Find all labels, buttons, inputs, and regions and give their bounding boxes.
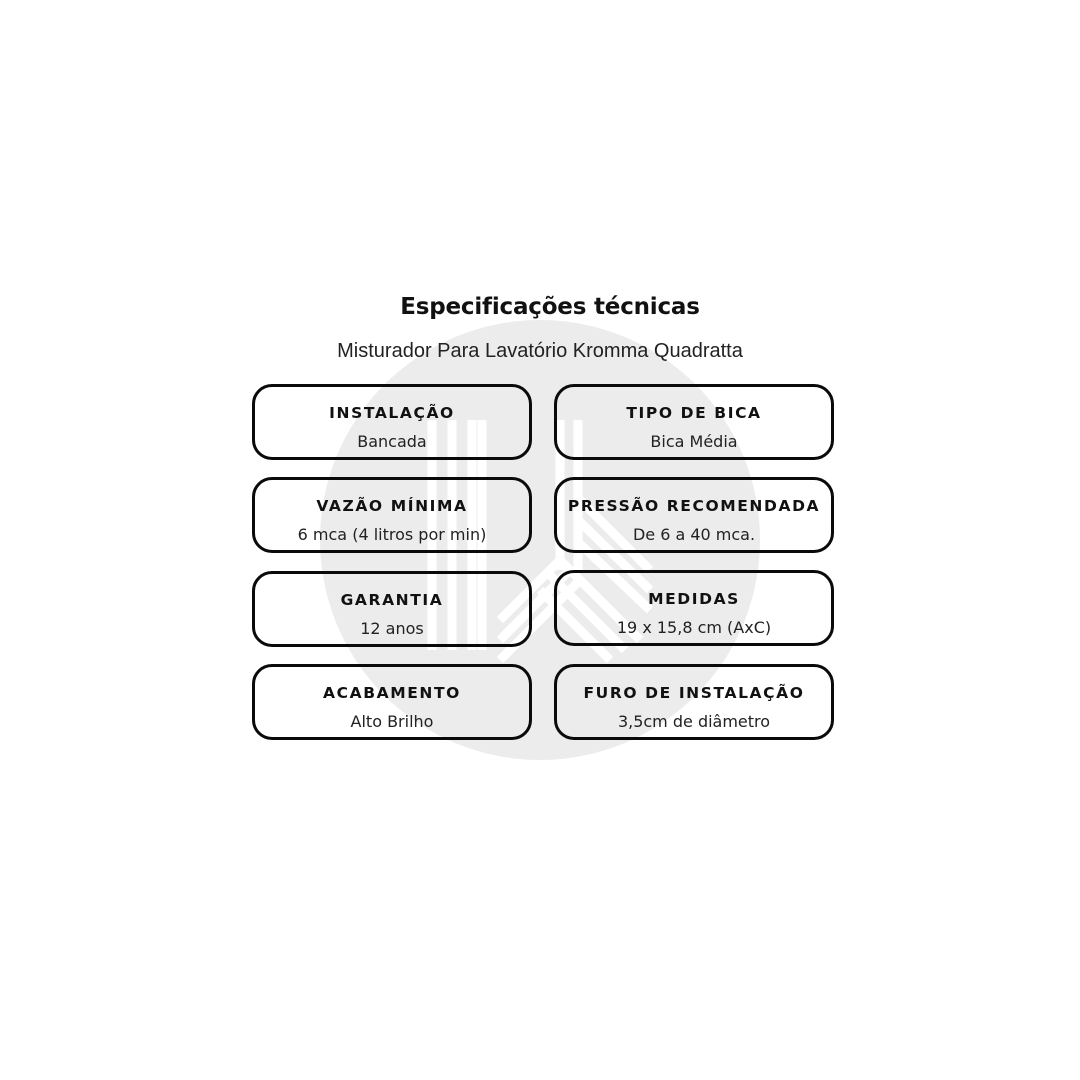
- spec-value: De 6 a 40 mca.: [632, 525, 756, 544]
- spec-label: GARANTIA: [340, 591, 444, 609]
- spec-label: TIPO DE BICA: [626, 404, 762, 422]
- spec-value: 3,5cm de diâmetro: [617, 712, 771, 731]
- spec-value: Bica Média: [650, 432, 738, 451]
- spec-label: INSTALAÇÃO: [329, 404, 455, 422]
- spec-card-garantia: [252, 571, 532, 647]
- spec-value: 12 anos: [360, 619, 424, 638]
- spec-card-acabamento: [252, 664, 532, 740]
- spec-card-vazao-minima: [252, 477, 532, 553]
- spec-value: 19 x 15,8 cm (AxC): [616, 618, 772, 637]
- spec-card-instalacao: [252, 384, 532, 460]
- spec-card-furo-de-instalacao: [554, 664, 834, 740]
- spec-label: PRESSÃO RECOMENDADA: [567, 497, 821, 515]
- page-title: Especificações técnicas: [400, 294, 700, 320]
- spec-value: Bancada: [357, 432, 427, 451]
- spec-card-tipo-de-bica: [554, 384, 834, 460]
- spec-label: MEDIDAS: [648, 590, 740, 608]
- spec-card-pressao-recomendada: [554, 477, 834, 553]
- product-subtitle: Misturador Para Lavatório Kromma Quadratta: [337, 340, 743, 362]
- spec-value: 6 mca (4 litros por min): [297, 525, 487, 544]
- spec-label: VAZÃO MÍNIMA: [316, 497, 468, 515]
- spec-card-medidas: [554, 570, 834, 646]
- spec-label: FURO DE INSTALAÇÃO: [583, 684, 805, 702]
- spec-label: ACABAMENTO: [323, 684, 461, 702]
- spec-value: Alto Brilho: [350, 712, 434, 731]
